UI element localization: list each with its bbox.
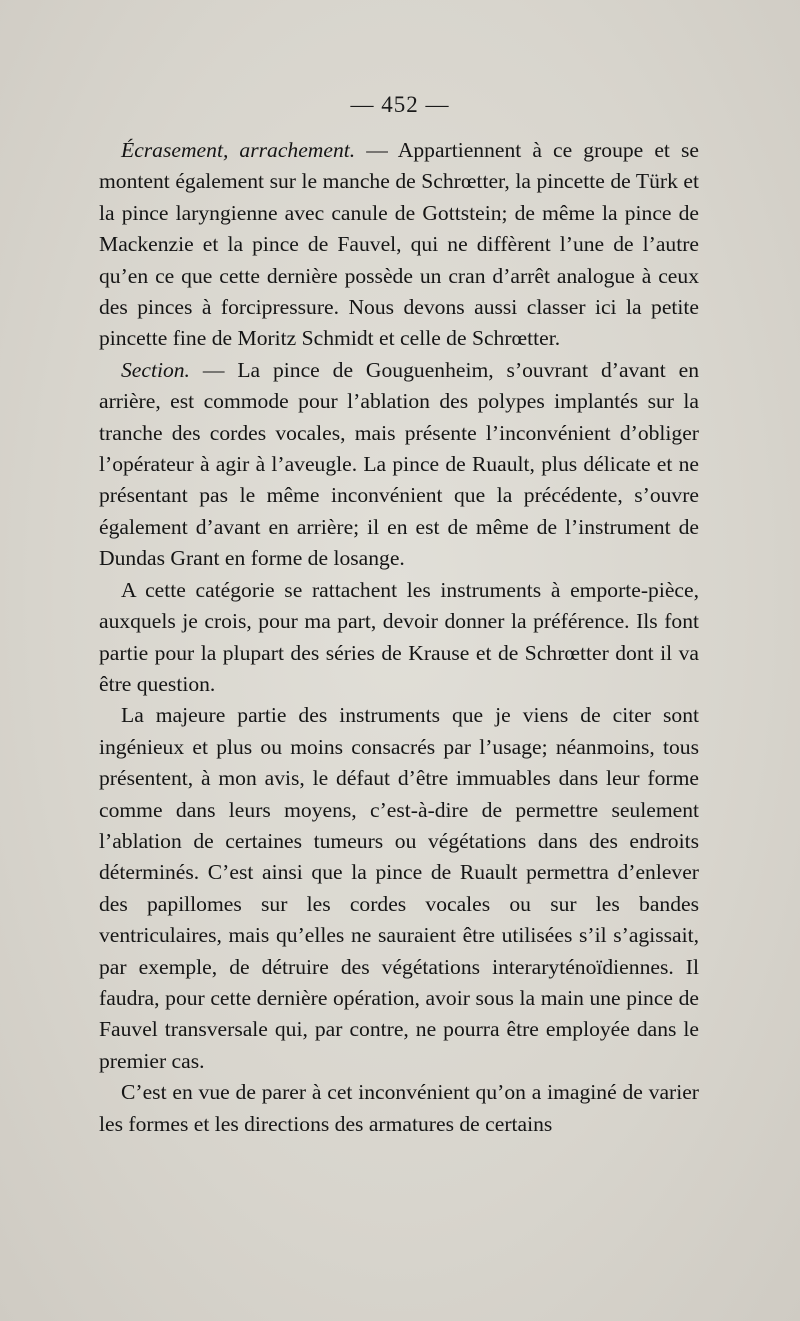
paragraph-text: — La pince de Gouguenheim, s’ouvrant d’avant en arrière, est commode pour l’ablation des polypes implantés sur la tranche des cordes vocales, mais présente l’inconvénient d’obliger l’opérateur à agir à l’aveugle. La pince de Ruault, plus délicate et ne présentant pas le même inconvénient que la précédente, s’ouvre également d’avant en arrière; il en est de même de l’instrument de Dundas Grant en forme de losange. [99, 357, 699, 571]
paragraph-text: La majeure partie des instruments que je viens de citer sont ingénieux et plus ou moins consacrés par l’usage; néanmoins, tous présentent, à mon avis, le défaut d’être immuables dans leur forme comme dans leurs moyens, c’est-à-dire de permettre seulement l’ablation de certaines tumeurs ou végétations dans des endroits déterminés. C’est ainsi que la pince de Ruault permettra d’enlever des papillomes sur les cordes vocales ou sur les bandes ventriculaires, mais qu’elles ne sauraient être utilisées s’il s’agissait, par exemple, de détruire des végétations interaryténoïdiennes. Il faudra, pour cette dernière opération, avoir sous la main une pince de Fauvel transversale qui, par contre, ne pourra être employée dans le premier cas. [99, 703, 699, 1073]
section-heading-ecrasement: Écrasement, arrachement. [121, 138, 356, 162]
page-number: — 452 — [350, 92, 450, 117]
paragraph-instruments [99, 700, 699, 1077]
paragraph-text: C’est en vue de parer à cet inconvénient qu’on a imaginé de varier les formes et les directions des armatures de certains [99, 1080, 699, 1136]
section-heading-section: Section. [121, 357, 190, 382]
body-text [99, 135, 699, 1140]
paragraph-ecrasement [99, 135, 699, 355]
paragraph-inconvenient [99, 1077, 699, 1140]
paragraph-text: — Appartiennent à ce groupe et se montent également sur le manche de Schrœtter, la pincette de Türk et la pince laryngienne avec canule de Gottstein; de même la pince de Mackenzie et la pince de Fauvel, qui ne diffèrent l’une de l’autre qu’en ce que cette dernière possède un cran d’arrêt analogue à ceux des pinces à forcipressure. Nous devons aussi classer ici la petite pincette fine de Moritz Schmidt et celle de Schrœtter. [99, 138, 699, 351]
paragraph-section [99, 355, 699, 575]
paragraph-emporte-piece [99, 575, 699, 701]
paragraph-text: A cette catégorie se rattachent les instruments à emporte-pièce, auxquels je crois, pour ma part, devoir donner la préférence. Ils font partie pour la plupart des séries de Krause et de Schrœtter dont il va être question. [99, 577, 699, 696]
